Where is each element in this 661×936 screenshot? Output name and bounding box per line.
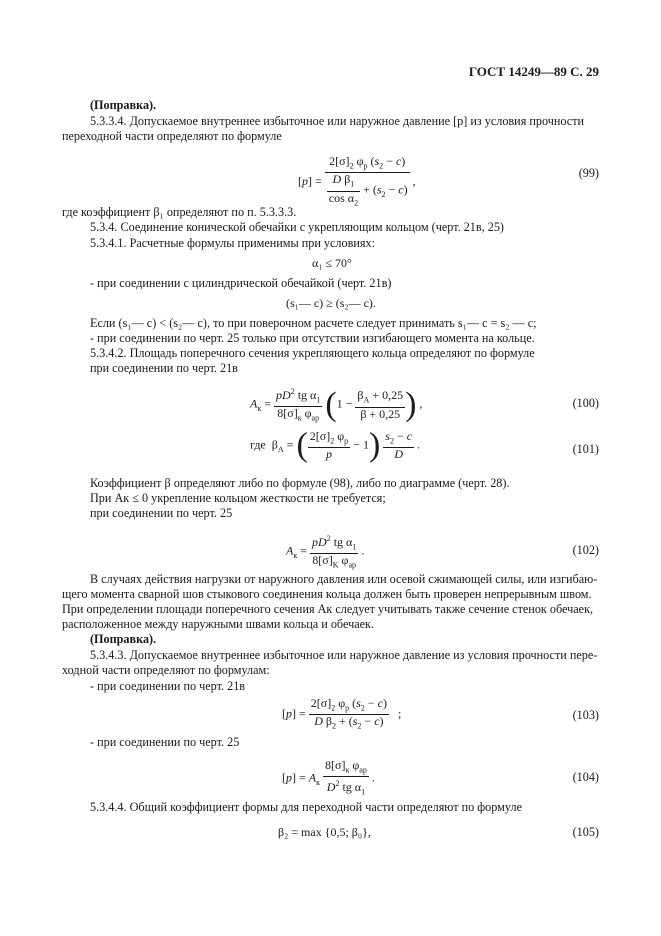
formula-102: $A_к$ = $\frac{pD^2 tg \alpha_1}{8[\sigma]_K \varphi_{ap}}$ . [286, 534, 365, 570]
equation-number-104: (104) [572, 770, 599, 784]
formula-104: $[p] = A_к$ $\frac{8[\sigma]_к \varphi_{ap}}{D^2 tg \alpha_1}$ . [282, 758, 375, 797]
paragraph-5-3-4-2: 5.3.4.2. Площадь поперечного сечения укрепляющего кольца определяют по формуле [90, 346, 535, 360]
paragraph-line: При определении площади поперечного сечения Aк следует учитывать также сечение стенок обечаек, [62, 602, 594, 616]
section-5-3-4-title: 5.3.4. Соединение конической обечайки с укрепляющим кольцом (черт. 21в, 25) [90, 220, 504, 234]
paragraph-5-3-4-4: 5.3.4.4. Общий коэффициент формы для переходной части определяют по формуле [90, 800, 522, 814]
page-header: ГОСТ 14249—89 С. 29 [468, 64, 599, 79]
formula-100: $A_к$ = $\frac{pD^2 tg \alpha_1}{8[\sigma]_к \varphi_{ap}}$ (1 − $\frac{\beta_A + 0,25}{\beta + 0,25}$ ) , [250, 385, 423, 423]
paragraph-line: - при соединении с цилиндрической обечайкой (черт. 21в) [90, 276, 392, 290]
equation-number-103: (103) [572, 708, 599, 722]
formula-103: [p] = $\frac{2[\sigma]_2 \varphi_p (s_2 - c)}{D \beta_2 + (s_2 - c)}$ ; [282, 696, 402, 731]
paragraph-line: расположенное между наружными швами кольца и обечаек. [62, 617, 374, 631]
paragraph-line: Коэффициент β определяют либо по формуле (98), либо по диаграмме (черт. 28). [90, 476, 510, 490]
paragraph-line: переходной части определяют по формуле [62, 129, 282, 143]
paragraph-line: ходной части определяют по формулам: [62, 663, 270, 677]
paragraph-line: Если (s₁— c) < (s₂— c), то при поверочном расчете следует принимать s₁— c = s₂ — c; [90, 316, 537, 330]
paragraph-line: - при соединении по черт. 25 только при отсутствии изгибающего момента на кольце. [90, 331, 535, 345]
paragraph-5-3-4-3: 5.3.4.3. Допускаемое внутреннее избыточное или наружное давление из условия прочности пере- [90, 648, 598, 662]
paragraph-line: при соединении по черт. 21в [90, 361, 238, 375]
paragraph-line: - при соединении по черт. 21в [90, 679, 246, 693]
equation-number-99: (99) [578, 166, 599, 180]
paragraph-line: где коэффициент β₁ определяют по п. 5.3.3.3. [62, 205, 297, 219]
paragraph-5-3-3-4: 5.3.3.4. Допускаемое внутреннее избыточное или наружное давление [p] из условия прочности [90, 114, 585, 128]
formula-99: [p] = $2[\sigma]_2$ $\varphi_p$ $(s_2 - c)$ $\frac{D \beta_1}{\cos \alpha_2}$ + $(s_2 - c)$ , [298, 154, 416, 208]
paragraph-5-3-4-1: 5.3.4.1. Расчетные формулы применимы при условиях: [90, 236, 375, 250]
formula-105: β₂ = max {0,5; β₀}, [278, 825, 371, 839]
equation-number-101: (101) [572, 442, 599, 456]
paragraph-line: При Aк ≤ 0 укрепление кольцом жесткости не требуется; [90, 491, 386, 505]
paragraph-line: при соединении по черт. 25 [90, 506, 233, 520]
paragraph-line: - при соединении по черт. 25 [90, 735, 240, 749]
equation-number-100: (100) [572, 396, 599, 410]
paragraph-line: В случаях действия нагрузки от наружного давления или осевой сжимающей силы, или изгибаю- [90, 572, 598, 586]
formula-101: где $\beta_A$ = ( $\frac{2[\sigma]_2 \varphi_p}{p}$ − 1) $\frac{s_2 - c}{D}$ . [250, 426, 421, 464]
condition-alpha: α₁ ≤ 70° [312, 256, 352, 270]
correction-note-1: (Поправка). [90, 98, 157, 112]
equation-number-105: (105) [572, 825, 599, 839]
paragraph-line: щего момента сварной шов стыкового соединения кольца должен быть проверен непрерывным швом. [62, 587, 592, 601]
equation-number-102: (102) [572, 543, 599, 557]
correction-note-2: (Поправка). [90, 632, 157, 646]
condition-thickness: (s₁— c) ≥ (s₂— c). [286, 296, 376, 310]
